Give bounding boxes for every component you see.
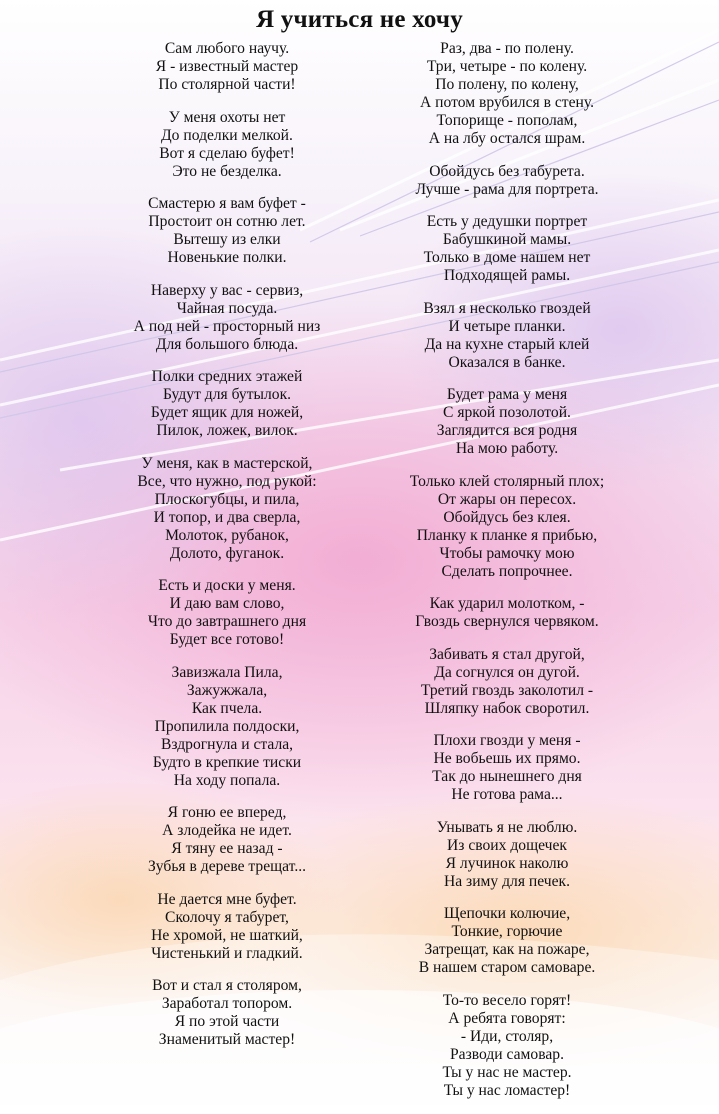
- right-column: [378, 40, 636, 1114]
- stanza: [378, 213, 636, 285]
- poem-line: Сделать попрочнее.: [441, 562, 573, 580]
- poem-line: Простоит он сотню лет.: [148, 213, 306, 230]
- stanza: [378, 992, 636, 1100]
- poem-line: Есть и доски у меня.: [158, 577, 296, 594]
- poem-line: Так до нынешнего дня: [432, 768, 582, 785]
- poem-line: Да на кухне старый клей: [424, 335, 590, 353]
- poem-line: Щепочки колючие,: [443, 905, 571, 922]
- poem-line: Раз, два - по полену.: [440, 40, 574, 57]
- stanza: [97, 282, 357, 354]
- poem-title: Я учиться не хочу: [256, 6, 463, 33]
- poem-line: У меня охоты нет: [168, 108, 286, 126]
- poem-line: Обойдусь без клея.: [443, 508, 571, 526]
- poem-line: Смастерю я вам буфет -: [148, 195, 306, 212]
- poem-line: Взял я несколько гвоздей: [423, 299, 591, 317]
- poem-line: Я по этой части: [174, 1013, 280, 1030]
- poem-line: Не готова рама...: [451, 786, 563, 803]
- poem-line: На ходу попала.: [173, 771, 281, 789]
- stanza: [378, 386, 636, 458]
- poem-line: В нашем старом самоваре.: [418, 959, 596, 976]
- poem-line: От жары он пересох.: [437, 490, 577, 508]
- poem-line: А на лбу остался шрам.: [428, 130, 586, 147]
- poem-line: Я тяну ее назад -: [171, 840, 283, 857]
- poem-line: Обойдусь без табурета.: [429, 162, 585, 180]
- poem-line: По полену, по колену,: [435, 76, 579, 93]
- stanza: [378, 905, 636, 977]
- poem-line: И топор, и два сверла,: [153, 508, 301, 526]
- poem-line: Для большого блюда.: [155, 335, 299, 353]
- poem-line: Наверху у вас - сервиз,: [150, 281, 304, 299]
- stanza: [378, 473, 636, 581]
- poem-line: Будет все готово!: [169, 631, 285, 648]
- poem-line: Разводи самовар.: [449, 1045, 564, 1063]
- poem-line: Что до завтрашнего дня: [147, 613, 307, 630]
- stanza: [97, 40, 357, 94]
- poem-line: Вытешу из елки: [173, 231, 281, 248]
- poem-line: Полки средних этажей: [151, 368, 303, 385]
- poem-line: Из своих дощечек: [447, 836, 567, 854]
- poem-line: Долото, фуганок.: [169, 544, 285, 562]
- poem-line: Зубья в дереве трещат...: [147, 858, 307, 875]
- poem-line: Бабушкиной мамы.: [442, 231, 572, 248]
- poem-line: Забивать я стал другой,: [429, 645, 585, 663]
- poem-line: - Иди, столяр,: [460, 1027, 554, 1045]
- poem-line: С яркой позолотой.: [443, 404, 571, 421]
- poem-line: Все, что нужно, под рукой:: [137, 472, 317, 490]
- poem-line: Знаменитый мастер!: [158, 1031, 296, 1048]
- poem-line: Как пчела.: [191, 699, 263, 717]
- poem-line: Плохи гвозди у меня -: [433, 732, 581, 749]
- poem-line: Пилок, ложек, вилок.: [156, 422, 298, 439]
- poem-line: Новенькие полки.: [167, 249, 287, 266]
- poem-line: Заглядится вся родня: [436, 422, 578, 439]
- poem-line: А под ней - просторный низ: [133, 317, 321, 335]
- poem-line: Чтобы рамочку мою: [439, 544, 575, 562]
- poem-line: Молоток, рубанок,: [165, 526, 289, 544]
- poem-line: Ты у нас не мастер.: [442, 1063, 572, 1081]
- stanza: [97, 577, 357, 649]
- poem-line: По столярной части!: [158, 76, 296, 93]
- poem-line: Гвоздь свернулся червяком.: [415, 613, 599, 630]
- poem-line: Ты у нас ломастер!: [443, 1081, 571, 1099]
- poem-line: Не хромой, не шаткий,: [151, 926, 303, 944]
- poem-line: Будто в крепкие тиски: [152, 753, 302, 771]
- poem-line: Планку к планке я прибью,: [416, 526, 598, 544]
- poem-line: Топорище - пополам,: [436, 112, 578, 129]
- poem-line: Есть у дедушки портрет: [426, 213, 588, 230]
- poem-line: У меня, как в мастерской,: [141, 454, 313, 472]
- poem-line: И даю вам слово,: [169, 595, 285, 612]
- poem-line: Зажужжала,: [186, 681, 268, 699]
- poem-line: Затрещат, как на пожаре,: [424, 941, 590, 958]
- poem-line: Шляпку набок своротил.: [424, 699, 590, 717]
- stanza: [97, 804, 357, 876]
- poem-line: Три, четыре - по колену.: [426, 58, 588, 75]
- stanza: [97, 109, 357, 181]
- stanza: [97, 368, 357, 440]
- stanza: [378, 595, 636, 631]
- stanza: [378, 163, 636, 199]
- stanza: [97, 891, 357, 963]
- poem-line: Как ударил молотком, -: [429, 595, 585, 612]
- stanza: [378, 732, 636, 804]
- poem-line: Я гоню ее вперед,: [167, 804, 287, 821]
- poem-line: Лучше - рама для портрета.: [415, 180, 599, 198]
- poem-line: Пропилила полдоски,: [154, 717, 300, 735]
- stanza: [97, 664, 357, 790]
- poem-line: Вздрогнула и стала,: [160, 735, 294, 753]
- poem-line: Заработал топором.: [161, 995, 293, 1012]
- poem-line: Вот и стал я столяром,: [152, 977, 302, 994]
- stanza: [378, 40, 636, 148]
- stanza: [378, 300, 636, 372]
- stanza: [97, 195, 357, 267]
- poem-line: И четыре планки.: [448, 317, 566, 335]
- poem-line: А злодейка не идет.: [162, 822, 292, 839]
- poem-line: До поделки мелкой.: [161, 126, 293, 144]
- poem-line: Плоскогубцы, и пила,: [154, 490, 300, 508]
- poem-line: Унывать я не люблю.: [436, 818, 578, 836]
- poem-line: Не дается мне буфет.: [157, 890, 297, 908]
- poem-line: Завизжала Пила,: [171, 663, 283, 681]
- poem-line: На зиму для печек.: [443, 872, 571, 890]
- poem-line: Только клей столярный плох;: [409, 472, 605, 490]
- poem-line: Будет рама у меня: [446, 386, 568, 403]
- poem-line: Я лучинок наколю: [445, 854, 569, 872]
- stanza: [378, 819, 636, 891]
- poem-line: Это не безделка.: [172, 162, 282, 180]
- stanza: [97, 977, 357, 1049]
- poem-line: Сам любого научу.: [164, 40, 290, 57]
- poem-line: Тонкие, горючие: [451, 923, 563, 940]
- poem-line: Не вобьешь их прямо.: [433, 750, 581, 767]
- poem-line: Третий гвоздь заколотил -: [420, 681, 594, 699]
- poem-line: Сколочу я табурет,: [165, 908, 289, 926]
- poem-line: Будут для бутылок.: [162, 386, 292, 403]
- poem-line: Чайная посуда.: [176, 299, 278, 317]
- stanza: [378, 646, 636, 718]
- poem-line: А потом врубился в стену.: [420, 94, 594, 111]
- poem-line: Чистенький и гладкий.: [151, 944, 303, 962]
- poem-line: То-то весело горят!: [442, 991, 572, 1009]
- poem-line: На мою работу.: [455, 440, 559, 457]
- poem-line: Будет ящик для ножей,: [150, 404, 304, 421]
- poem-line: Только в доме нашем нет: [423, 249, 591, 266]
- left-column: [97, 40, 357, 1064]
- poem-line: Подходящей рамы.: [443, 267, 571, 284]
- stanza: [97, 455, 357, 563]
- poem-line: Да согнулся он дугой.: [434, 663, 580, 681]
- poem-line: Я - известный мастер: [155, 58, 299, 75]
- poem-line: Оказался в банке.: [448, 353, 566, 371]
- poem-line: А ребята говорят:: [448, 1009, 566, 1027]
- poem-line: Вот я сделаю буфет!: [159, 144, 295, 162]
